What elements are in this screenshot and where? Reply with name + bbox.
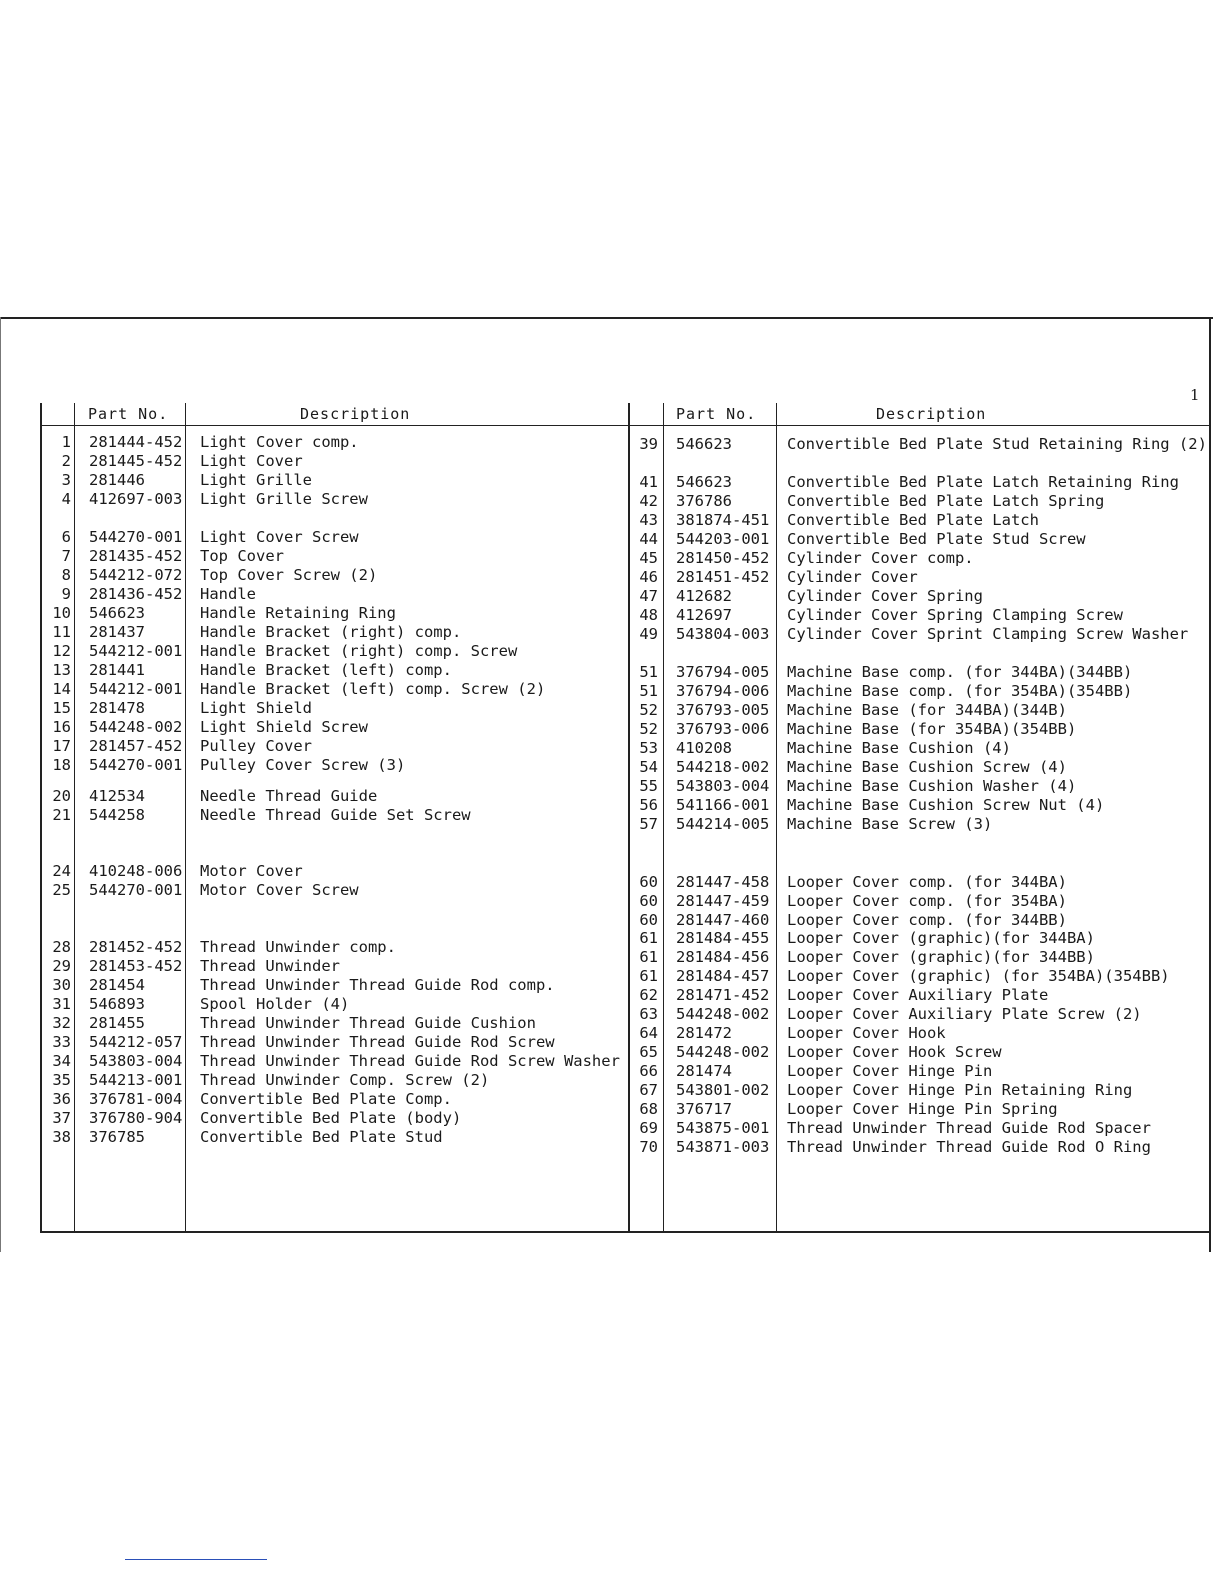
part-description: Needle Thread Guide (200, 787, 378, 805)
item-number: 65 (639, 1043, 658, 1061)
item-number: 28 (52, 938, 71, 956)
part-number: 376786 (676, 492, 732, 510)
part-number: 281447-458 (676, 873, 770, 891)
part-description: Spool Holder (4) (200, 995, 350, 1013)
item-number: 56 (639, 796, 658, 814)
part-number: 412697-003 (89, 490, 183, 508)
table-row (630, 568, 1211, 587)
table-row (42, 1052, 632, 1071)
part-description: Light Cover (200, 452, 303, 470)
item-number: 57 (639, 815, 658, 833)
part-number: 544270-001 (89, 881, 183, 899)
item-number: 20 (52, 787, 71, 805)
table-row (630, 587, 1211, 606)
item-number: 7 (61, 547, 71, 565)
table-row (630, 892, 1211, 911)
part-description: Machine Base Cushion Washer (4) (787, 777, 1077, 795)
table-row (42, 528, 632, 547)
item-number: 38 (52, 1128, 71, 1146)
part-number: 543801-002 (676, 1081, 770, 1099)
item-number: 39 (639, 435, 658, 453)
table-row (42, 806, 632, 825)
table-row (630, 1062, 1211, 1081)
part-description: Light Cover comp. (200, 433, 359, 451)
part-number: 281437 (89, 623, 145, 641)
header-description: Description (876, 405, 987, 423)
part-description: Thread Unwinder Thread Guide Rod O Ring (787, 1138, 1151, 1156)
part-description: Looper Cover Hook Screw (787, 1043, 1002, 1061)
part-number: 281441 (89, 661, 145, 679)
table-row (42, 995, 632, 1014)
table-row (42, 756, 632, 775)
part-number: 281447-460 (676, 911, 770, 929)
table-row (630, 873, 1211, 892)
table-row (630, 1138, 1211, 1157)
part-number: 281484-456 (676, 948, 770, 966)
item-number: 41 (639, 473, 658, 491)
part-number: 544218-002 (676, 758, 770, 776)
part-number: 281444-452 (89, 433, 183, 451)
part-description: Thread Unwinder Thread Guide Rod comp. (200, 976, 555, 994)
part-number: 281453-452 (89, 957, 183, 975)
table-row (630, 701, 1211, 720)
table-row (42, 1128, 632, 1147)
part-description: Cylinder Cover Sprint Clamping Screw Washer (787, 625, 1189, 643)
footer-rule (125, 1559, 267, 1560)
table-row (42, 547, 632, 566)
part-description: Looper Cover Hook (787, 1024, 946, 1042)
table-row (630, 1024, 1211, 1043)
part-description: Top Cover (200, 547, 284, 565)
item-number: 67 (639, 1081, 658, 1099)
item-number: 64 (639, 1024, 658, 1042)
parts-table-right (628, 403, 1211, 1233)
part-description: Convertible Bed Plate (body) (200, 1109, 462, 1127)
part-number: 412682 (676, 587, 732, 605)
part-number: 544248-002 (676, 1005, 770, 1023)
item-number: 43 (639, 511, 658, 529)
part-description: Machine Base comp. (for 344BA)(344BB) (787, 663, 1133, 681)
part-description: Convertible Bed Plate Latch (787, 511, 1039, 529)
part-description: Looper Cover (graphic)(for 344BB) (787, 948, 1095, 966)
item-number: 51 (639, 663, 658, 681)
item-number: 54 (639, 758, 658, 776)
item-number: 63 (639, 1005, 658, 1023)
part-description: Looper Cover (graphic) (for 354BA)(354BB) (787, 967, 1170, 985)
item-number: 10 (52, 604, 71, 622)
table-row (42, 1014, 632, 1033)
table-row (42, 604, 632, 623)
part-description: Handle Retaining Ring (200, 604, 396, 622)
item-number: 34 (52, 1052, 71, 1070)
part-number: 412534 (89, 787, 145, 805)
part-description: Handle Bracket (left) comp. (200, 661, 452, 679)
part-number: 376794-005 (676, 663, 770, 681)
item-number: 46 (639, 568, 658, 586)
item-number: 2 (61, 452, 71, 470)
part-number: 281445-452 (89, 452, 183, 470)
item-number: 49 (639, 625, 658, 643)
table-row (630, 1100, 1211, 1119)
item-number: 12 (52, 642, 71, 660)
part-description: Thread Unwinder comp. (200, 938, 396, 956)
part-number: 376781-004 (89, 1090, 183, 1108)
part-number: 544212-001 (89, 642, 183, 660)
part-description: Handle (200, 585, 256, 603)
table-row (630, 511, 1211, 530)
table-row (42, 1090, 632, 1109)
table-row (630, 720, 1211, 739)
item-number: 32 (52, 1014, 71, 1032)
part-number: 544212-072 (89, 566, 183, 584)
item-number: 51 (639, 682, 658, 700)
table-row (630, 967, 1211, 986)
table-row (42, 471, 632, 490)
part-number: 281472 (676, 1024, 732, 1042)
part-description: Cylinder Cover (787, 568, 918, 586)
header-divider (630, 425, 1211, 426)
table-row (42, 1033, 632, 1052)
part-description: Light Grille Screw (200, 490, 368, 508)
part-description: Thread Unwinder Thread Guide Rod Screw (200, 1033, 555, 1051)
item-number: 70 (639, 1138, 658, 1156)
table-row (630, 473, 1211, 492)
item-number: 17 (52, 737, 71, 755)
table-row (630, 1005, 1211, 1024)
table-row (42, 976, 632, 995)
part-number: 543875-001 (676, 1119, 770, 1137)
item-number: 15 (52, 699, 71, 717)
part-description: Motor Cover (200, 862, 303, 880)
part-description: Looper Cover comp. (for 344BA) (787, 873, 1067, 891)
part-number: 541166-001 (676, 796, 770, 814)
part-description: Light Shield (200, 699, 312, 717)
item-number: 4 (61, 490, 71, 508)
item-number: 44 (639, 530, 658, 548)
part-number: 281454 (89, 976, 145, 994)
item-number: 55 (639, 777, 658, 795)
table-row (42, 642, 632, 661)
item-number: 35 (52, 1071, 71, 1089)
part-description: Convertible Bed Plate Stud Screw (787, 530, 1086, 548)
table-row (42, 566, 632, 585)
item-number: 69 (639, 1119, 658, 1137)
item-number: 18 (52, 756, 71, 774)
part-number: 381874-451 (676, 511, 770, 529)
item-number: 36 (52, 1090, 71, 1108)
item-number: 47 (639, 587, 658, 605)
item-number: 61 (639, 967, 658, 985)
part-number: 281446 (89, 471, 145, 489)
table-row (42, 787, 632, 806)
part-number: 546623 (89, 604, 145, 622)
item-number: 37 (52, 1109, 71, 1127)
part-description: Looper Cover comp. (for 354BA) (787, 892, 1067, 910)
table-row (630, 435, 1211, 454)
part-number: 412697 (676, 606, 732, 624)
table-row (630, 606, 1211, 625)
part-description: Looper Cover Hinge Pin (787, 1062, 993, 1080)
part-description: Thread Unwinder Comp. Screw (2) (200, 1071, 490, 1089)
part-number: 410248-006 (89, 862, 183, 880)
item-number: 66 (639, 1062, 658, 1080)
table-row (630, 911, 1211, 930)
item-number: 52 (639, 720, 658, 738)
part-number: 544270-001 (89, 756, 183, 774)
part-number: 546893 (89, 995, 145, 1013)
table-row (630, 929, 1211, 948)
item-number: 33 (52, 1033, 71, 1051)
part-description: Machine Base Screw (3) (787, 815, 993, 833)
table-row (42, 680, 632, 699)
item-number: 61 (639, 929, 658, 947)
part-number: 281455 (89, 1014, 145, 1032)
table-row (630, 549, 1211, 568)
item-number: 31 (52, 995, 71, 1013)
part-number: 544212-001 (89, 680, 183, 698)
part-description: Machine Base (for 344BA)(344B) (787, 701, 1067, 719)
top-rule (0, 317, 1213, 319)
part-description: Convertible Bed Plate Latch Spring (787, 492, 1105, 510)
part-description: Looper Cover Auxiliary Plate Screw (2) (787, 1005, 1142, 1023)
part-description: Light Shield Screw (200, 718, 368, 736)
left-edge-rule (0, 317, 1, 1252)
item-number: 25 (52, 881, 71, 899)
part-number: 544248-002 (676, 1043, 770, 1061)
part-description: Needle Thread Guide Set Screw (200, 806, 471, 824)
part-description: Machine Base Cushion (4) (787, 739, 1011, 757)
table-row (630, 815, 1211, 834)
part-number: 281474 (676, 1062, 732, 1080)
part-number: 546623 (676, 435, 732, 453)
item-number: 52 (639, 701, 658, 719)
part-number: 376793-005 (676, 701, 770, 719)
part-number: 410208 (676, 739, 732, 757)
table-row (630, 530, 1211, 549)
item-number: 60 (639, 892, 658, 910)
item-number: 30 (52, 976, 71, 994)
table-row (630, 492, 1211, 511)
table-row (42, 433, 632, 452)
item-number: 29 (52, 957, 71, 975)
item-number: 45 (639, 549, 658, 567)
part-number: 281471-452 (676, 986, 770, 1004)
part-description: Looper Cover Hinge Pin Spring (787, 1100, 1058, 1118)
part-number: 281478 (89, 699, 145, 717)
part-number: 543803-004 (89, 1052, 183, 1070)
table-row (42, 1071, 632, 1090)
part-description: Looper Cover comp. (for 344BB) (787, 911, 1067, 929)
part-number: 544270-001 (89, 528, 183, 546)
part-number: 376717 (676, 1100, 732, 1118)
part-description: Looper Cover Hinge Pin Retaining Ring (787, 1081, 1133, 1099)
table-row (630, 796, 1211, 815)
part-number: 281436-452 (89, 585, 183, 603)
item-number: 16 (52, 718, 71, 736)
table-row (42, 718, 632, 737)
table-row (630, 1043, 1211, 1062)
table-row (630, 625, 1211, 644)
item-number: 3 (61, 471, 71, 489)
table-row (42, 699, 632, 718)
part-number: 544212-057 (89, 1033, 183, 1051)
header-part-no: Part No. (88, 405, 169, 423)
part-description: Thread Unwinder Thread Guide Cushion (200, 1014, 536, 1032)
table-row (630, 948, 1211, 967)
part-description: Looper Cover Auxiliary Plate (787, 986, 1049, 1004)
part-description: Pulley Cover Screw (3) (200, 756, 406, 774)
header-description: Description (300, 405, 411, 423)
item-number: 11 (52, 623, 71, 641)
table-row (630, 739, 1211, 758)
part-description: Cylinder Cover Spring (787, 587, 983, 605)
item-number: 60 (639, 911, 658, 929)
part-number: 281457-452 (89, 737, 183, 755)
part-number: 544213-001 (89, 1071, 183, 1089)
item-number: 9 (61, 585, 71, 603)
header-part-no: Part No. (676, 405, 757, 423)
table-row (42, 585, 632, 604)
table-row (630, 663, 1211, 682)
item-number: 24 (52, 862, 71, 880)
table-row (42, 661, 632, 680)
item-number: 13 (52, 661, 71, 679)
table-row (42, 862, 632, 881)
part-description: Machine Base (for 354BA)(354BB) (787, 720, 1077, 738)
part-number: 376793-006 (676, 720, 770, 738)
item-number: 60 (639, 873, 658, 891)
parts-table-left (40, 403, 632, 1233)
table-row (630, 758, 1211, 777)
item-number: 61 (639, 948, 658, 966)
part-number: 281435-452 (89, 547, 183, 565)
part-number: 281484-457 (676, 967, 770, 985)
part-number: 543871-003 (676, 1138, 770, 1156)
item-number: 48 (639, 606, 658, 624)
part-number: 544248-002 (89, 718, 183, 736)
part-description: Thread Unwinder Thread Guide Rod Spacer (787, 1119, 1151, 1137)
part-description: Convertible Bed Plate Stud (200, 1128, 443, 1146)
part-number: 546623 (676, 473, 732, 491)
part-description: Looper Cover (graphic)(for 344BA) (787, 929, 1095, 947)
table-row (42, 938, 632, 957)
part-number: 544258 (89, 806, 145, 824)
table-row (42, 881, 632, 900)
part-description: Thread Unwinder (200, 957, 340, 975)
item-number: 6 (61, 528, 71, 546)
part-number: 543804-003 (676, 625, 770, 643)
part-description: Cylinder Cover comp. (787, 549, 974, 567)
part-description: Machine Base comp. (for 354BA)(354BB) (787, 682, 1133, 700)
table-row (630, 986, 1211, 1005)
part-description: Cylinder Cover Spring Clamping Screw (787, 606, 1123, 624)
table-row (42, 1109, 632, 1128)
part-description: Convertible Bed Plate Latch Retaining Ring (787, 473, 1179, 491)
part-number: 281484-455 (676, 929, 770, 947)
part-number: 376794-006 (676, 682, 770, 700)
part-description: Handle Bracket (right) comp. (200, 623, 462, 641)
part-description: Thread Unwinder Thread Guide Rod Screw Washer (200, 1052, 620, 1070)
part-description: Light Grille (200, 471, 312, 489)
part-description: Handle Bracket (right) comp. Screw (200, 642, 518, 660)
part-description: Motor Cover Screw (200, 881, 359, 899)
item-number: 68 (639, 1100, 658, 1118)
part-description: Convertible Bed Plate Comp. (200, 1090, 452, 1108)
part-number: 544203-001 (676, 530, 770, 548)
item-number: 8 (61, 566, 71, 584)
part-description: Pulley Cover (200, 737, 312, 755)
part-description: Top Cover Screw (2) (200, 566, 378, 584)
table-row (42, 737, 632, 756)
part-number: 281452-452 (89, 938, 183, 956)
table-row (42, 623, 632, 642)
header-divider (42, 425, 632, 426)
item-number: 62 (639, 986, 658, 1004)
part-number: 281450-452 (676, 549, 770, 567)
part-number: 376780-904 (89, 1109, 183, 1127)
table-row (630, 1081, 1211, 1100)
item-number: 1 (61, 433, 71, 451)
part-number: 376785 (89, 1128, 145, 1146)
part-description: Light Cover Screw (200, 528, 359, 546)
table-row (630, 682, 1211, 701)
part-description: Convertible Bed Plate Stud Retaining Ring (2) (787, 435, 1207, 453)
part-number: 281447-459 (676, 892, 770, 910)
table-row (42, 452, 632, 471)
part-number: 543803-004 (676, 777, 770, 795)
part-number: 544214-005 (676, 815, 770, 833)
part-description: Machine Base Cushion Screw Nut (4) (787, 796, 1105, 814)
part-number: 281451-452 (676, 568, 770, 586)
table-row (630, 1119, 1211, 1138)
table-row (42, 490, 632, 509)
item-number: 53 (639, 739, 658, 757)
table-row (42, 957, 632, 976)
item-number: 14 (52, 680, 71, 698)
item-number: 21 (52, 806, 71, 824)
part-description: Machine Base Cushion Screw (4) (787, 758, 1067, 776)
table-row (630, 777, 1211, 796)
item-number: 42 (639, 492, 658, 510)
part-description: Handle Bracket (left) comp. Screw (2) (200, 680, 546, 698)
page-number: 1 (1190, 386, 1200, 404)
